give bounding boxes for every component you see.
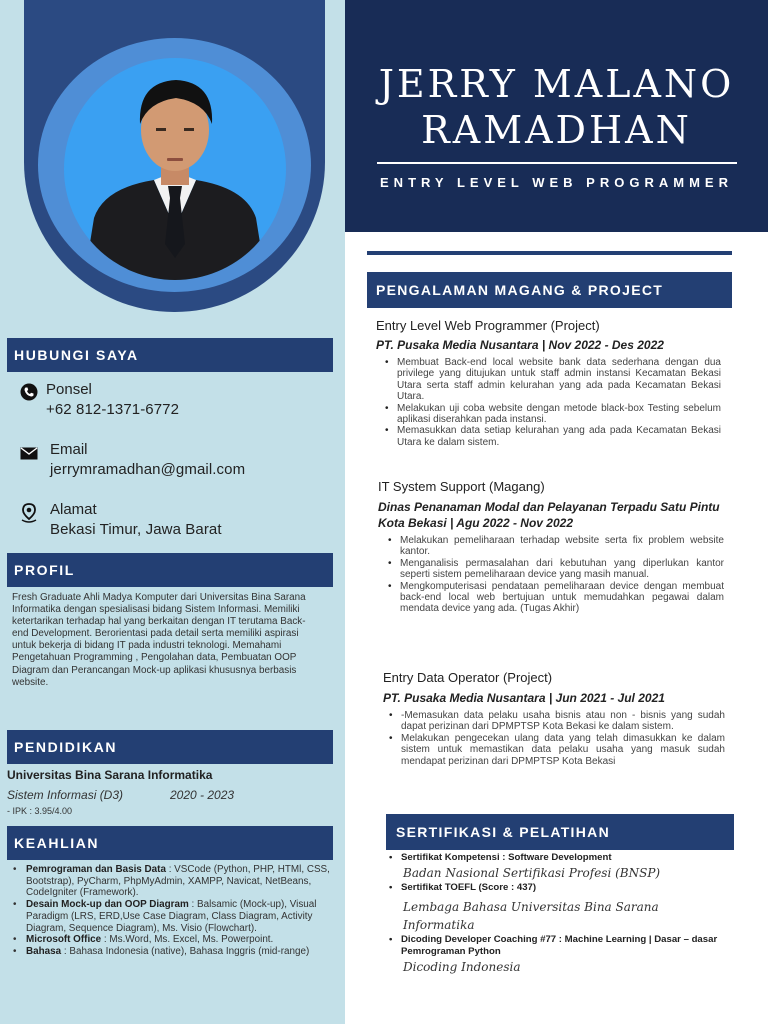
email-address[interactable]: jerrymramadhan@gmail.com xyxy=(50,461,246,478)
experience-bullet: • Membuat Back-end local website bank data sederhana dengan dua privilege yang ditujukan untuk staff admin instansi Kecamatan Bekasi Utara serta staff admin kelurahan yang ada pada Kecamatan Bekasi Utara. xyxy=(383,357,721,403)
experience-org: PT. Pusaka Media Nusantara | Nov 2022 - Des 2022 xyxy=(376,338,664,352)
name-second-line: RAMADHAN xyxy=(421,108,692,152)
profile-photo xyxy=(64,58,286,280)
cert-title: • Sertifikat TOEFL (Score : 437) xyxy=(388,882,718,894)
cert-issuer: Lembaga Bahasa Universitas Bina Sarana Informatika xyxy=(403,900,659,932)
experience-bullet: • Melakukan pengecekan ulang data yang telah dimasukkan ke dalam sistem untuk memastikan data pelaku usaha yang masuk sudah mendapat perizinan dari DPMPTSP Kota Bekasi xyxy=(387,733,725,767)
cert-issuer: Badan Nasional Sertifikasi Profesi (BNSP) xyxy=(403,866,661,880)
mail-icon xyxy=(20,447,40,465)
experience-title: Entry Level Web Programmer (Project) xyxy=(376,318,600,333)
sidebar xyxy=(0,0,345,1024)
phone-icon xyxy=(20,383,40,401)
experience-bullets xyxy=(383,357,721,448)
certifications-heading: SERTIFIKASI & PELATIHAN xyxy=(386,814,734,850)
education-school: Universitas Bina Sarana Informatika xyxy=(7,768,213,782)
skills-heading: KEAHLIAN xyxy=(7,826,333,860)
cert-title: • Dicoding Developer Coaching #77 : Machine Learning | Dasar – dasar Pemrograman Python xyxy=(388,934,718,958)
certifications-list xyxy=(388,852,718,976)
job-title: ENTRY LEVEL WEB PROGRAMMER xyxy=(380,175,733,190)
experience-title: Entry Data Operator (Project) xyxy=(383,670,553,685)
education-years: 2020 - 2023 xyxy=(170,788,235,802)
experience-bullet: • -Memasukan data pelaku usaha bisnis atau non - bisnis yang sudah dapat perizinan dari DPMPTSP Kota Bekasi ke dalam sistem. xyxy=(387,710,725,733)
experience-bullets xyxy=(387,710,725,767)
experience-title: IT System Support (Magang) xyxy=(378,479,545,494)
location-pin-icon xyxy=(20,503,40,521)
skill-item: • Bahasa : Bahasa Indonesia (native), Bahasa Inggris (mid-range) xyxy=(10,946,330,958)
name-divider xyxy=(377,162,737,164)
profile-heading: PROFIL xyxy=(7,553,333,587)
name-first-line: JERRY MALANO xyxy=(378,62,735,106)
experience-org: Dinas Penanaman Modal dan Pelayanan Terpadu Satu Pintu Kota Bekasi | Agu 2022 - Nov 2022 xyxy=(378,500,720,530)
experience-bullet: • Menganalisis permasalahan dari kebutuhan yang diperlukan kantor seperti sistem pemeliharaan device yang masih manual. xyxy=(386,558,724,581)
contact-heading: HUBUNGI SAYA xyxy=(7,338,333,372)
skills-list xyxy=(10,864,330,958)
experience-bullets xyxy=(386,535,724,615)
phone-label: Ponsel xyxy=(46,381,92,398)
skill-item: • Desain Mock-up dan OOP Diagram : Balsamic (Mock-up), Visual Paradigm (LRS, ERD,Use Case Diagram, Class Diagram, Activity Diagram, Sequence Diagram), Ms. Visio (Flowchart). xyxy=(10,899,330,934)
cert-title: • Sertifikat Kompetensi : Software Development xyxy=(388,852,718,864)
education-ipk: - IPK : 3.95/4.00 xyxy=(7,806,73,816)
education-heading: PENDIDIKAN xyxy=(7,730,333,764)
experience-bullet: • Melakukan pemeliharaan terhadap website serta fix problem website kantor. xyxy=(386,535,724,558)
profile-summary: Fresh Graduate Ahli Madya Komputer dari Universitas Bina Sarana Informatika dengan spesialisasi bidang Sistem Informasi. Memiliki ketertarikan terhadap hal yang berkaitan dengan IT terutama Back-end Development. Berorientasi pada detail serta memiliki aspirasi untuk bekerja di bidang IT pada industri teknologi. Memahami Pengetahuan Programming , Pengolahan data, Pembuatan OOP Diagram dan Perancangan Mock-up aplikasi khususnya berbasis website. xyxy=(12,592,306,688)
name-banner xyxy=(345,0,768,232)
person-avatar-icon xyxy=(64,58,286,280)
address-value: Bekasi Timur, Jawa Barat xyxy=(50,521,222,538)
address-label: Alamat xyxy=(50,501,97,518)
cert-issuer: Dicoding Indonesia xyxy=(403,960,521,974)
skill-item: • Microsoft Office : Ms.Word, Ms. Excel, Ms. Powerpoint. xyxy=(10,934,330,946)
phone-number[interactable]: +62 812-1371-6772 xyxy=(46,401,180,418)
experience-bullet: • Mengkomputerisasi pendataan pemeliharaan device dengan membuat back-end local web bertujuan untuk memudahkan pegawai dalam mendata device yang ada. (Tugas Akhir) xyxy=(386,581,724,615)
section-divider xyxy=(367,251,732,255)
skill-item: • Pemrograman dan Basis Data : VSCode (Python, PHP, HTMl, CSS, Bootstrap), PyCharm, PhpMyAdmin, XAMPP, Navicat, NetBeans, CodeIgniter (Framework). xyxy=(10,864,330,899)
education-major: Sistem Informasi (D3) xyxy=(7,788,124,802)
experience-bullet: • Melakukan uji coba website dengan metode black-box Testing sebelum aplikasi diserahkan pada instansi. xyxy=(383,403,721,426)
experience-bullet: • Memasukkan data setiap kelurahan yang ada pada Kecamatan Bekasi Utara ke dalam sistem. xyxy=(383,425,721,448)
experience-heading: PENGALAMAN MAGANG & PROJECT xyxy=(367,272,732,308)
experience-org: PT. Pusaka Media Nusantara | Jun 2021 - Jul 2021 xyxy=(383,691,665,705)
email-label: Email xyxy=(50,441,88,458)
